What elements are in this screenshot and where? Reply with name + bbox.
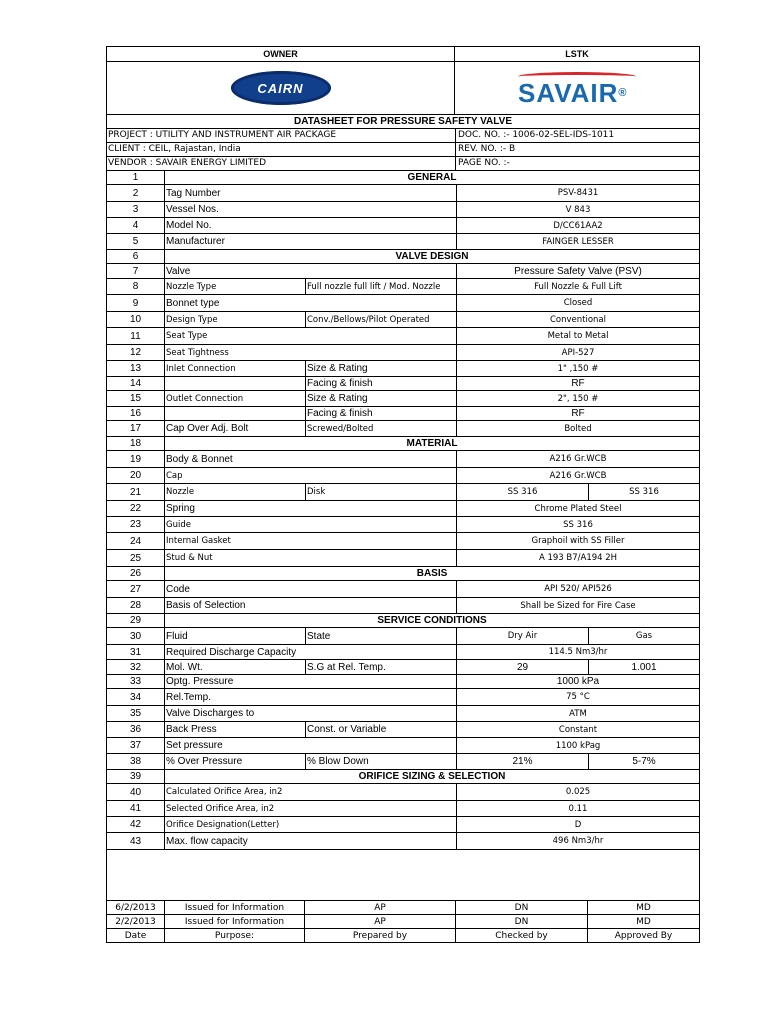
table-row xyxy=(107,391,699,407)
row-number: 19 xyxy=(107,451,165,467)
field-label: Manufacturer xyxy=(165,234,457,249)
row-number: 40 xyxy=(107,784,165,800)
table-row xyxy=(107,645,699,660)
field-label: % Over Pressure xyxy=(165,754,306,769)
field-value: Pressure Safety Valve (PSV) xyxy=(514,265,642,277)
row-number: 10 xyxy=(107,312,165,327)
table-row xyxy=(107,279,699,295)
field-label: Nozzle xyxy=(165,484,306,500)
info-row xyxy=(107,157,699,171)
row-number: 30 xyxy=(107,628,165,644)
section-heading: GENERAL xyxy=(407,172,457,183)
field-value: Chrome Plated Steel xyxy=(534,503,622,514)
revision-checked: Checked by xyxy=(456,929,588,942)
project-info xyxy=(107,129,699,171)
document-title: DATASHEET FOR PRESSURE SAFETY VALVE xyxy=(107,115,699,129)
table-row xyxy=(107,407,699,421)
row-number: 4 xyxy=(107,218,165,233)
field-value: 1100 kPag xyxy=(555,740,601,751)
table-row xyxy=(107,770,699,784)
field-label: Nozzle Type xyxy=(165,279,306,294)
field-sublabel: Facing & finish xyxy=(306,407,457,420)
row-number: 43 xyxy=(107,833,165,849)
field-label: Outlet Connection xyxy=(165,391,306,406)
field-sublabel: Conv./Bellows/Pilot Operated xyxy=(306,312,457,327)
revision-row xyxy=(107,929,699,942)
table-row xyxy=(107,689,699,706)
field-value: 1000 kPa xyxy=(556,676,600,687)
revision-purpose: Issued for Information xyxy=(165,901,305,914)
logo-row xyxy=(107,62,699,115)
field-label: Vessel Nos. xyxy=(165,202,457,217)
row-number: 14 xyxy=(107,377,165,390)
field-value: 75 °C xyxy=(566,692,590,702)
revision-block xyxy=(107,901,699,942)
section-heading: MATERIAL xyxy=(406,438,458,449)
info-right: DOC. NO. :- 1006-02-SEL-IDS-1011 xyxy=(458,130,615,140)
field-label: Valve Discharges to xyxy=(165,706,457,721)
info-left: VENDOR : SAVAIR ENERGY LIMITED xyxy=(107,157,456,170)
field-value: Conventional xyxy=(549,314,607,325)
row-number: 28 xyxy=(107,598,165,613)
datasheet xyxy=(106,46,700,943)
table-row xyxy=(107,451,699,468)
field-label: Cap Over Adj. Bolt xyxy=(165,421,306,436)
field-value: RF xyxy=(571,378,585,389)
row-number: 15 xyxy=(107,391,165,406)
section-heading: SERVICE CONDITIONS xyxy=(377,615,487,626)
table-row xyxy=(107,250,699,264)
table-row xyxy=(107,675,699,689)
row-number: 13 xyxy=(107,361,165,376)
field-label: Guide xyxy=(165,517,457,532)
row-number: 38 xyxy=(107,754,165,769)
table-row xyxy=(107,501,699,517)
row-number: 5 xyxy=(107,234,165,249)
row-number: 2 xyxy=(107,185,165,201)
table-row xyxy=(107,202,699,218)
field-value: SS 316 xyxy=(629,487,659,497)
revision-approved: Approved By xyxy=(614,930,673,941)
table-row xyxy=(107,234,699,250)
row-number: 16 xyxy=(107,407,165,420)
data-rows xyxy=(107,171,699,850)
field-value: 1.001 xyxy=(631,661,657,673)
row-number: 24 xyxy=(107,533,165,549)
field-label: Spring xyxy=(165,501,457,516)
field-value: 496 Nm3/hr xyxy=(552,836,604,846)
field-sublabel: Facing & finish xyxy=(306,377,457,390)
field-label: Selected Orifice Area, in2 xyxy=(165,801,457,816)
field-sublabel: Const. or Variable xyxy=(306,722,457,737)
row-number: 9 xyxy=(107,295,165,311)
row-number: 35 xyxy=(107,706,165,721)
field-value: Gas xyxy=(635,631,653,641)
section-heading: VALVE DESIGN xyxy=(395,251,469,262)
field-sublabel: State xyxy=(306,628,457,644)
field-value: Graphoil with SS Filler xyxy=(531,536,625,546)
field-value: A216 Gr.WCB xyxy=(549,454,607,464)
row-number: 6 xyxy=(107,250,165,263)
field-sublabel: Full nozzle full lift / Mod. Nozzle xyxy=(306,279,457,294)
field-value: SS 316 xyxy=(563,519,593,530)
row-number: 22 xyxy=(107,501,165,516)
savair-logo: SAVAIR® xyxy=(518,72,636,105)
table-row xyxy=(107,295,699,312)
table-row xyxy=(107,801,699,817)
field-value: Dry Air xyxy=(457,628,589,644)
info-right: REV. NO. :- B xyxy=(458,144,516,154)
field-value: 0.025 xyxy=(565,787,591,797)
field-value: 1" ,150 # xyxy=(557,363,599,374)
field-value: ATM xyxy=(569,708,587,719)
blank-area xyxy=(107,850,699,901)
info-left: PROJECT : UTILITY AND INSTRUMENT AIR PACKAGE xyxy=(107,129,456,142)
field-value: Bolted xyxy=(564,423,592,434)
row-number: 29 xyxy=(107,614,165,627)
contractor-heading: LSTK xyxy=(565,49,589,59)
field-label: Body & Bonnet xyxy=(165,451,457,467)
field-value: 5-7% xyxy=(632,756,656,767)
field-value: 2", 150 # xyxy=(557,393,599,404)
table-row xyxy=(107,312,699,328)
row-number: 7 xyxy=(107,264,165,278)
table-row xyxy=(107,533,699,550)
table-row xyxy=(107,218,699,234)
table-row xyxy=(107,567,699,581)
field-value: V 843 xyxy=(565,204,591,215)
row-number: 31 xyxy=(107,645,165,659)
info-left: CLIENT : CEIL, Rajastan, India xyxy=(107,143,456,156)
row-number: 20 xyxy=(107,468,165,483)
row-number: 42 xyxy=(107,817,165,832)
field-value: 29 xyxy=(457,660,589,674)
owner-heading: OWNER xyxy=(107,47,455,61)
field-label: Mol. Wt. xyxy=(165,660,306,674)
row-number: 12 xyxy=(107,345,165,360)
field-label: Rel.Temp. xyxy=(165,689,457,705)
table-row xyxy=(107,421,699,437)
field-sublabel: Size & Rating xyxy=(306,361,457,376)
revision-checked: DN xyxy=(456,901,588,914)
info-right: PAGE NO. :- xyxy=(458,158,510,168)
revision-date: 2/2/2013 xyxy=(107,915,165,928)
field-label: Basis of Selection xyxy=(165,598,457,613)
field-value: A 193 B7/A194 2H xyxy=(538,553,618,563)
field-value: A216 Gr.WCB xyxy=(549,470,607,481)
table-row xyxy=(107,614,699,628)
field-value: FAINGER LESSER xyxy=(542,236,614,247)
field-value: 0.11 xyxy=(568,803,588,814)
field-value: API 520/ API526 xyxy=(544,584,612,594)
info-row xyxy=(107,143,699,157)
row-number: 36 xyxy=(107,722,165,737)
field-value: 114.5 Nm3/hr xyxy=(548,647,608,657)
row-number: 33 xyxy=(107,675,165,688)
field-label: Cap xyxy=(165,468,457,483)
table-row xyxy=(107,185,699,202)
field-sublabel: Screwed/Bolted xyxy=(306,421,457,436)
table-row xyxy=(107,581,699,598)
field-label: Design Type xyxy=(165,312,306,327)
table-row xyxy=(107,437,699,451)
row-number: 32 xyxy=(107,660,165,674)
row-number: 26 xyxy=(107,567,165,580)
row-number: 41 xyxy=(107,801,165,816)
field-label: Required Discharge Capacity xyxy=(165,645,457,659)
row-number: 8 xyxy=(107,279,165,294)
table-row xyxy=(107,361,699,377)
table-row xyxy=(107,517,699,533)
row-number: 37 xyxy=(107,738,165,753)
revision-approved: MD xyxy=(636,902,651,913)
field-label: Inlet Connection xyxy=(165,361,306,376)
field-label: Fluid xyxy=(165,628,306,644)
table-row xyxy=(107,784,699,801)
field-label: Internal Gasket xyxy=(165,533,457,549)
table-row xyxy=(107,628,699,645)
table-row xyxy=(107,345,699,361)
table-row xyxy=(107,377,699,391)
revision-row xyxy=(107,915,699,929)
revision-prepared: AP xyxy=(305,915,456,928)
field-label: Seat Type xyxy=(165,328,457,344)
field-label: Max. flow capacity xyxy=(165,833,457,849)
field-label: Model No. xyxy=(165,218,457,233)
table-row xyxy=(107,722,699,738)
revision-checked: DN xyxy=(456,915,588,928)
row-number: 34 xyxy=(107,689,165,705)
table-row xyxy=(107,706,699,722)
field-label: Bonnet type xyxy=(165,295,457,311)
row-number: 39 xyxy=(107,770,165,783)
row-number: 27 xyxy=(107,581,165,597)
header-row xyxy=(107,47,699,62)
field-value: Constant xyxy=(558,724,598,735)
row-number: 23 xyxy=(107,517,165,532)
row-number: 21 xyxy=(107,484,165,500)
field-sublabel: % Blow Down xyxy=(306,754,457,769)
field-label: Tag Number xyxy=(165,185,457,201)
table-row xyxy=(107,598,699,614)
table-row xyxy=(107,754,699,770)
field-label: Code xyxy=(165,581,457,597)
field-value: Full Nozzle & Full Lift xyxy=(534,281,622,292)
field-label: Seat Tightness xyxy=(165,345,457,360)
field-label: Back Press xyxy=(165,722,306,737)
field-sublabel: Size & Rating xyxy=(306,391,457,406)
revision-prepared: AP xyxy=(305,901,456,914)
field-label: Valve xyxy=(165,264,457,278)
field-value: SS 316 xyxy=(457,484,589,500)
revision-prepared: Prepared by xyxy=(305,929,456,942)
field-value: Metal to Metal xyxy=(547,331,609,341)
row-number: 17 xyxy=(107,421,165,436)
cairn-logo: CAIRN xyxy=(231,71,331,105)
table-row xyxy=(107,817,699,833)
field-label: Stud & Nut xyxy=(165,550,457,566)
field-label: Set pressure xyxy=(165,738,457,753)
field-value: PSV-8431 xyxy=(557,188,599,198)
row-number: 25 xyxy=(107,550,165,566)
section-heading: ORIFICE SIZING & SELECTION xyxy=(358,771,506,782)
table-row xyxy=(107,484,699,501)
table-row xyxy=(107,660,699,675)
revision-approved: MD xyxy=(636,916,651,927)
revision-purpose: Issued for Information xyxy=(165,915,305,928)
table-row xyxy=(107,328,699,345)
table-row xyxy=(107,468,699,484)
field-sublabel: Disk xyxy=(306,484,457,500)
revision-row xyxy=(107,901,699,915)
field-label: Optg. Pressure xyxy=(165,675,457,688)
row-number: 3 xyxy=(107,202,165,217)
field-label: Orifice Designation(Letter) xyxy=(165,817,457,832)
revision-date: 6/2/2013 xyxy=(107,901,165,914)
field-value: API-527 xyxy=(561,347,595,358)
table-row xyxy=(107,171,699,185)
revision-date: Date xyxy=(107,929,165,942)
field-value: RF xyxy=(571,408,585,419)
field-value: D xyxy=(574,819,582,830)
section-heading: BASIS xyxy=(416,568,448,579)
field-sublabel: S.G at Rel. Temp. xyxy=(306,660,457,674)
field-label xyxy=(165,407,306,420)
field-label xyxy=(165,377,306,390)
field-value: Shall be Sized for Fire Case xyxy=(520,600,636,611)
row-number: 18 xyxy=(107,437,165,450)
table-row xyxy=(107,833,699,850)
row-number: 1 xyxy=(107,171,165,184)
row-number: 11 xyxy=(107,328,165,344)
field-value: Closed xyxy=(563,298,593,308)
field-label: Calculated Orifice Area, in2 xyxy=(165,784,457,800)
revision-purpose: Purpose: xyxy=(165,929,305,942)
field-value: 21% xyxy=(457,754,589,769)
field-value: D/CC61AA2 xyxy=(553,220,603,231)
table-row xyxy=(107,550,699,567)
info-row xyxy=(107,129,699,143)
table-row xyxy=(107,738,699,754)
table-row xyxy=(107,264,699,279)
